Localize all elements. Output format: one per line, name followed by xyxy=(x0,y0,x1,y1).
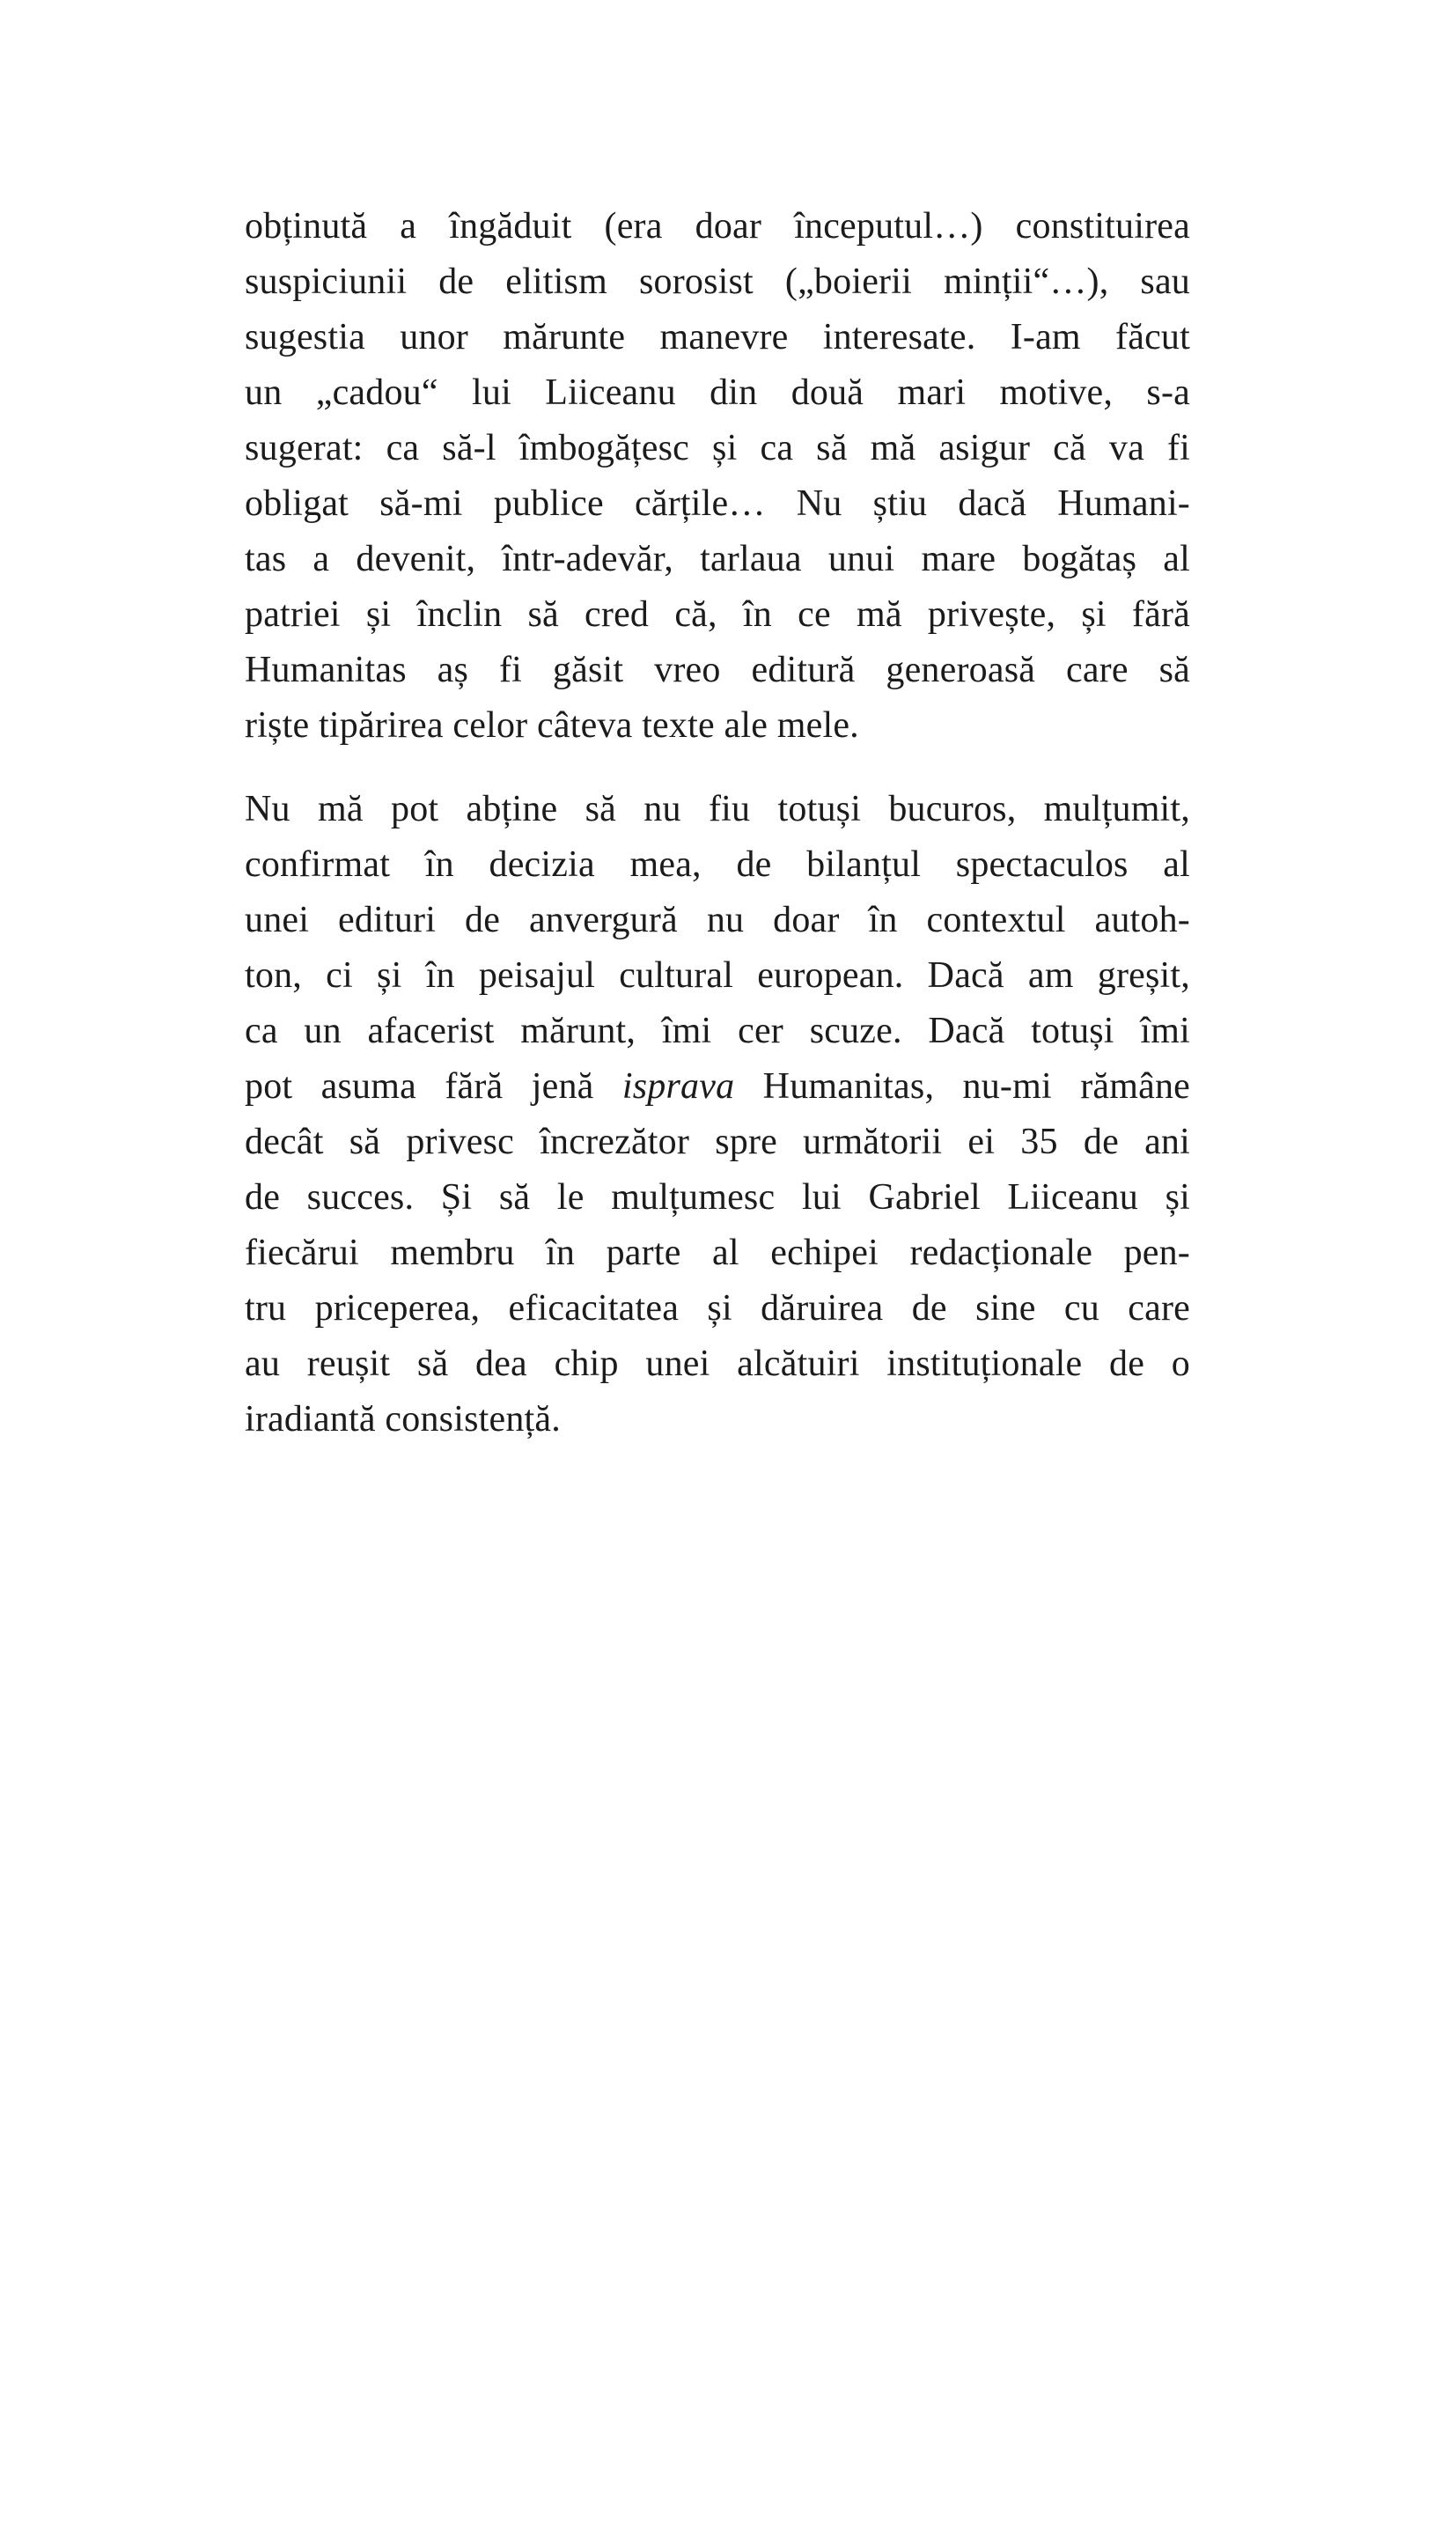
paragraph xyxy=(245,199,1190,754)
text-line xyxy=(245,837,1190,893)
text-line xyxy=(245,782,1190,837)
text-line xyxy=(245,1170,1190,1226)
text-line xyxy=(245,310,1190,365)
text-line xyxy=(245,1337,1190,1392)
text-segment: un „cadou“ lui Liiceanu din două mari motive, s-a xyxy=(245,372,1190,413)
text-line xyxy=(245,1115,1190,1170)
text-segment: ton, ci și în peisajul cultural european. Dacă am greșit, xyxy=(245,955,1190,996)
text-line xyxy=(245,1004,1190,1059)
text-segment: au reușit să dea chip unei alcătuiri instituționale de o xyxy=(245,1344,1190,1384)
text-line xyxy=(245,893,1190,948)
text-line xyxy=(245,643,1190,698)
text-segment: sugerat: ca să-l îmbogățesc și ca să mă asigur că va fi xyxy=(245,428,1190,468)
text-line xyxy=(245,365,1190,421)
text-segment: decât să privesc încrezător spre următorii ei 35 de ani xyxy=(245,1122,1190,1162)
italic-text: isprava xyxy=(621,1066,735,1107)
page-text-block xyxy=(245,199,1190,1447)
text-segment: Humanitas, nu-mi rămâne xyxy=(734,1066,1190,1107)
text-line xyxy=(245,199,1190,254)
text-segment: obținută a îngăduit (era doar începutul…) constituirea xyxy=(245,206,1190,247)
text-segment: tru priceperea, eficacitatea și dăruirea de sine cu care xyxy=(245,1288,1190,1329)
text-line xyxy=(245,532,1190,587)
text-segment: obligat să-mi publice cărțile… Nu știu dacă Humani- xyxy=(245,483,1190,524)
text-segment: Humanitas aș fi găsit vreo editură generoasă care să xyxy=(245,650,1190,690)
text-segment: unei edituri de anvergură nu doar în contextul autoh- xyxy=(245,900,1190,940)
text-segment: fiecărui membru în parte al echipei redacționale pen- xyxy=(245,1233,1190,1273)
text-line xyxy=(245,587,1190,643)
text-segment: Nu mă pot abține să nu fiu totuși bucuros, mulțumit, xyxy=(245,789,1190,829)
text-segment: tas a devenit, într-adevăr, tarlaua unui mare bogătaș al xyxy=(245,539,1190,579)
text-segment: suspiciunii de elitism sorosist („boierii minții“…), sau xyxy=(245,261,1190,302)
text-line xyxy=(245,1059,1190,1115)
text-segment: confirmat în decizia mea, de bilanțul spectaculos al xyxy=(245,844,1190,885)
text-line xyxy=(245,1281,1190,1337)
text-segment: pot asuma fără jenă xyxy=(245,1066,622,1107)
text-line xyxy=(245,254,1190,310)
text-line xyxy=(245,421,1190,476)
text-segment: riște tipărirea celor câteva texte ale mele. xyxy=(245,705,859,746)
text-line xyxy=(245,1226,1190,1281)
paragraph xyxy=(245,782,1190,1447)
text-line xyxy=(245,698,1190,754)
text-segment: de succes. Și să le mulțumesc lui Gabriel Liiceanu și xyxy=(245,1177,1190,1218)
text-segment: patriei și înclin să cred că, în ce mă privește, și fără xyxy=(245,594,1190,635)
text-line xyxy=(245,1392,1190,1447)
text-line xyxy=(245,948,1190,1004)
text-segment: iradiantă consistență. xyxy=(245,1399,561,1440)
text-segment: sugestia unor mărunte manevre interesate. I-am făcut xyxy=(245,317,1190,357)
text-line xyxy=(245,476,1190,532)
text-segment: ca un afacerist mărunt, îmi cer scuze. Dacă totuși îmi xyxy=(245,1011,1190,1051)
